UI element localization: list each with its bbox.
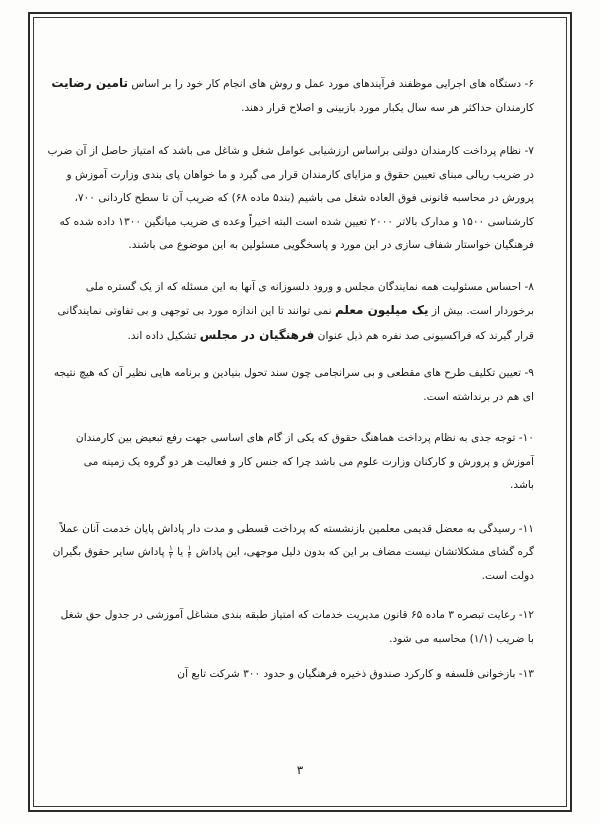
text-line: ای هم در برنداشته است. (423, 390, 534, 403)
emphasis-text: تامین رضایت (51, 76, 128, 90)
text-line: ۷- نظام پرداخت کارمندان دولتی براساس ارزشیابی عوامل شغل و شاغل می باشد که امتیاز حاصل از آن ضرب (47, 145, 534, 157)
text-line (51, 72, 534, 97)
text-line (74, 324, 534, 349)
fraction-one-half: $\frac{۱}{۲}$ (168, 543, 173, 560)
text-run: نمی توانند تا این اندازه مورد بی توجهی و بی تفاوتی نمایندگانی (57, 305, 335, 317)
text-line (52, 541, 534, 565)
paragraph-item-6 (51, 72, 534, 120)
text-line: باشد. (510, 479, 534, 491)
text-run: گره گشای مشکلاتشان نیست مضاف بر این که بدون دلیل موجهی، این پاداش (192, 546, 534, 558)
text-line: فرهنگیان خواستار شفاف سازی در این مورد و پاسخگویی مسئولین به این موضوع می باشند. (128, 239, 534, 251)
text-line: ۱۱- رسیدگی به معضل قدیمی معلمین بازنشسته که پرداخت قسطی و مدت دار پاداش پایان خدمت آنان عملاً (60, 522, 534, 535)
fraction-one-third: $\frac{۱}{۳}$ (187, 543, 192, 560)
page-number: ۳ (296, 763, 304, 777)
text-line: ۱۲- رعایت تبصره ۳ ماده ۶۵ قانون مدیریت خدمات که امتیاز طبقه بندی مشاغل آموزشی در جدول حق شغل (60, 609, 534, 621)
text-line (57, 299, 534, 324)
paragraph-item-9 (53, 362, 534, 409)
text-run: یا (173, 546, 187, 558)
text-line: با ضریب (۱/۱) محاسبه می شود. (389, 632, 534, 645)
text-run: ۶- دستگاه های اجرایی موظفند فرآیندهای مورد عمل و روش های انجام کار خود را بر اساس (127, 78, 534, 90)
text-line: کارشناسی ۱۵۰۰ و مدارک بالاتر ۲۰۰۰ تعیین شده است البته اخیراً وعده ی ضریب میانگین ۱۳۰۰ داده شده که (59, 215, 534, 228)
text-line: ۱۳- بازخوانی فلسفه و کارکرد صندوق ذخیره فرهنگیان و حدود ۳۰۰ شرکت تابع آن (177, 668, 534, 680)
document-body (47, 72, 534, 707)
paragraph-item-11 (52, 518, 534, 589)
emphasis-text: یک میلیون معلم (334, 303, 429, 317)
paragraph-item-8 (57, 276, 534, 349)
text-run: تشکیل داده اند. (127, 329, 200, 342)
paragraph-item-10 (74, 427, 534, 498)
text-line: کارمندان حداکثر هر سه سال یکبار مورد بازبینی و اصلاح قرار دهند. (241, 101, 534, 114)
paragraph-item-13 (74, 663, 534, 687)
text-run: برخوردار است. بیش از (428, 305, 534, 317)
emphasis-text: فرهنگیان در مجلس (199, 327, 315, 342)
text-run: قرار گیرند که فراکسیونی صد نفره هم ذیل عنوان (314, 329, 534, 342)
text-line: ۹- تعیین تکلیف طرح های مقطعی و بی سرانجامی چون سند تحول بنیادین و برنامه هایی نظیر آن که هیچ نتیجه (53, 367, 534, 379)
text-line: آموزش و پرورش و کارکنان وزارت علوم می باشد چرا که جنس کار و فعالیت هر دو گروه یک زمینه می (83, 455, 534, 468)
text-line: در ضریب ریالی مبنای تعیین حقوق و مزایای کارمندان قرار می گیرد و ما خواهان پای بندی وزارت آموزش و (66, 168, 534, 181)
text-line: ۸- احساس مسئولیت همه نمایندگان مجلس و ورود دلسوزانه ی آنها به این مسئله که از یک گستره ملی (85, 280, 534, 293)
paragraph-item-7 (47, 140, 534, 258)
paragraph-item-12 (60, 604, 534, 651)
text-line: ۱۰- توجه جدی به نظام پرداخت هماهنگ حقوق که یکی از گام های اساسی جهت رفع تبعیض بین کارمندان (75, 432, 534, 444)
text-run: پاداش سایر حقوق بگیران (52, 546, 168, 558)
text-line: پرورش در محاسبه قانونی فوق العاده شغل می باشیم (بند۵ ماده ۶۸) که ضریب آن تا سطح کاردانی ۷۰۰، (74, 192, 534, 204)
text-line: دولت است. (481, 569, 534, 582)
